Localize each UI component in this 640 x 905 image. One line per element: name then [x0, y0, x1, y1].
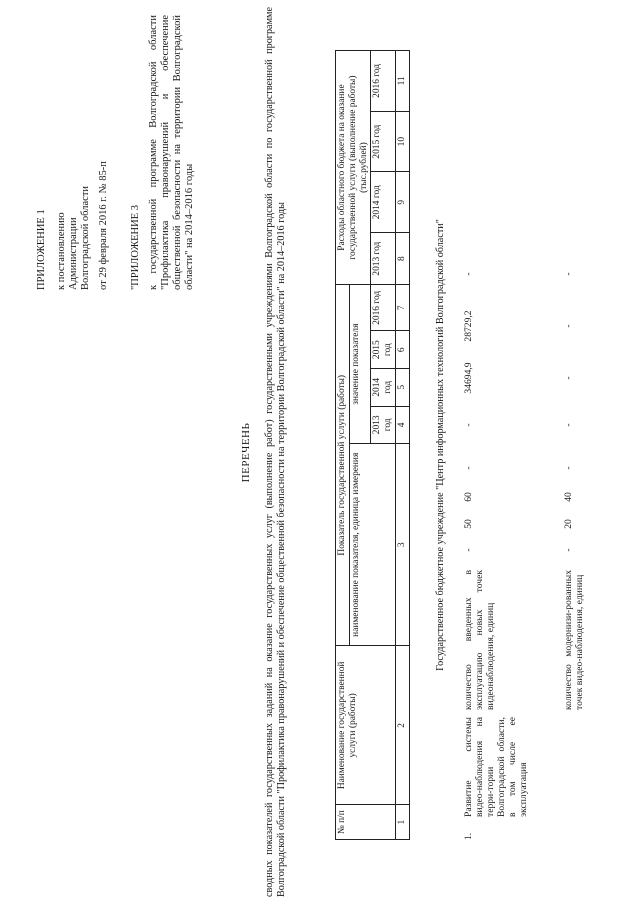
header-line: к постановлению — [56, 212, 68, 290]
header-line: Волгоградской области — [80, 185, 92, 290]
row-service: Развитие системы видео-наблюдения на терри-тории Волгоградской области, в том числе ее эксплуатация — [463, 717, 530, 817]
header-line: Администрации — [68, 217, 80, 290]
appendix-1-title: ПРИЛОЖЕНИЕ 1 — [36, 209, 47, 290]
row-expense: - — [463, 272, 474, 276]
header-expense-group: Расходы областного бюджета на оказание государственной услуги (выполнение работы) (тыс.рублей) — [336, 51, 371, 285]
resolution-header — [36, 30, 110, 290]
list-title: ПЕРЕЧЕНЬ — [240, 422, 252, 483]
row-expense: 34694,9 — [463, 362, 474, 394]
row-indicator: количество модернизи-рованных точек видео-наблюдения, единиц — [563, 570, 586, 710]
row-value: 60 — [463, 492, 474, 502]
row-value: 40 — [563, 492, 574, 502]
col-number: 1 — [396, 805, 410, 840]
row-expense: 28729,2 — [463, 310, 474, 342]
row-expense: - — [563, 272, 574, 276]
col-number: 8 — [396, 233, 410, 285]
row-expense: - — [563, 376, 574, 380]
year-cell: 2015 год — [371, 111, 396, 172]
col-number: 6 — [396, 331, 410, 369]
appendix-3-block — [130, 15, 196, 290]
row-value: - — [563, 548, 574, 552]
row-expense: - — [563, 423, 574, 427]
col-number: 4 — [396, 406, 410, 444]
list-subtitle: сводных показателей государственных заданий на оказание государственных услуг (выполнение работ) государственными учреждениями Волгоградской области по государственной программе Волгоградской области "Профилактика правонарушений и обеспечение общественной безопасности на территории Волгоградской области" на 2014–2016 годы — [264, 7, 287, 897]
col-number: 11 — [396, 51, 410, 112]
col-number: 5 — [396, 369, 410, 407]
year-cell: 2013 год — [371, 233, 396, 285]
header-num: № п/п — [336, 805, 396, 840]
row-value: 20 — [563, 519, 574, 529]
summary-table — [335, 50, 410, 840]
header-indicator-value: значение показателя — [349, 285, 371, 444]
year-cell: 2013 год — [371, 406, 396, 444]
appendix-3-body: к государственной программе Волгоградской области "Профилактика правонарушений и обеспечение общественной безопасности на территории Волгоградской области" на 2014–2016 годы — [148, 15, 196, 290]
col-number: 7 — [396, 285, 410, 331]
year-cell: 2015 год — [371, 331, 396, 369]
row-value: - — [463, 466, 474, 470]
col-number: 10 — [396, 111, 410, 172]
year-cell: 2016 год — [371, 51, 396, 112]
row-indicator: количество введенных в эксплуатацию новых точек видеонаблюдения, единиц — [463, 570, 497, 710]
row-number: 1. — [463, 832, 474, 840]
row-expense: - — [563, 324, 574, 328]
year-cell: 2016 год — [371, 285, 396, 331]
year-cell: 2014 год — [371, 172, 396, 233]
row-value: 50 — [463, 519, 474, 529]
row-expense: - — [463, 423, 474, 427]
header-indicator-name: наименование показателя, единица измерения — [349, 444, 395, 646]
header-indicator-group: Показатель государственной услуги (работы) — [336, 285, 350, 646]
resolution-date: от 29 февраля 2016 г. № 85-п — [98, 161, 110, 290]
year-cell: 2014 год — [371, 369, 396, 407]
row-value: - — [563, 466, 574, 470]
col-number: 2 — [396, 646, 410, 805]
header-service: Наименование государственной услуги (работы) — [336, 646, 396, 805]
appendix-3-title: "ПРИЛОЖЕНИЕ 3 — [130, 204, 141, 290]
col-number: 3 — [396, 444, 410, 646]
organization-name: Государственное бюджетное учреждение "Центр информационных технологий Волгоградской области" — [435, 219, 446, 671]
row-value: - — [463, 548, 474, 552]
col-number: 9 — [396, 172, 410, 233]
